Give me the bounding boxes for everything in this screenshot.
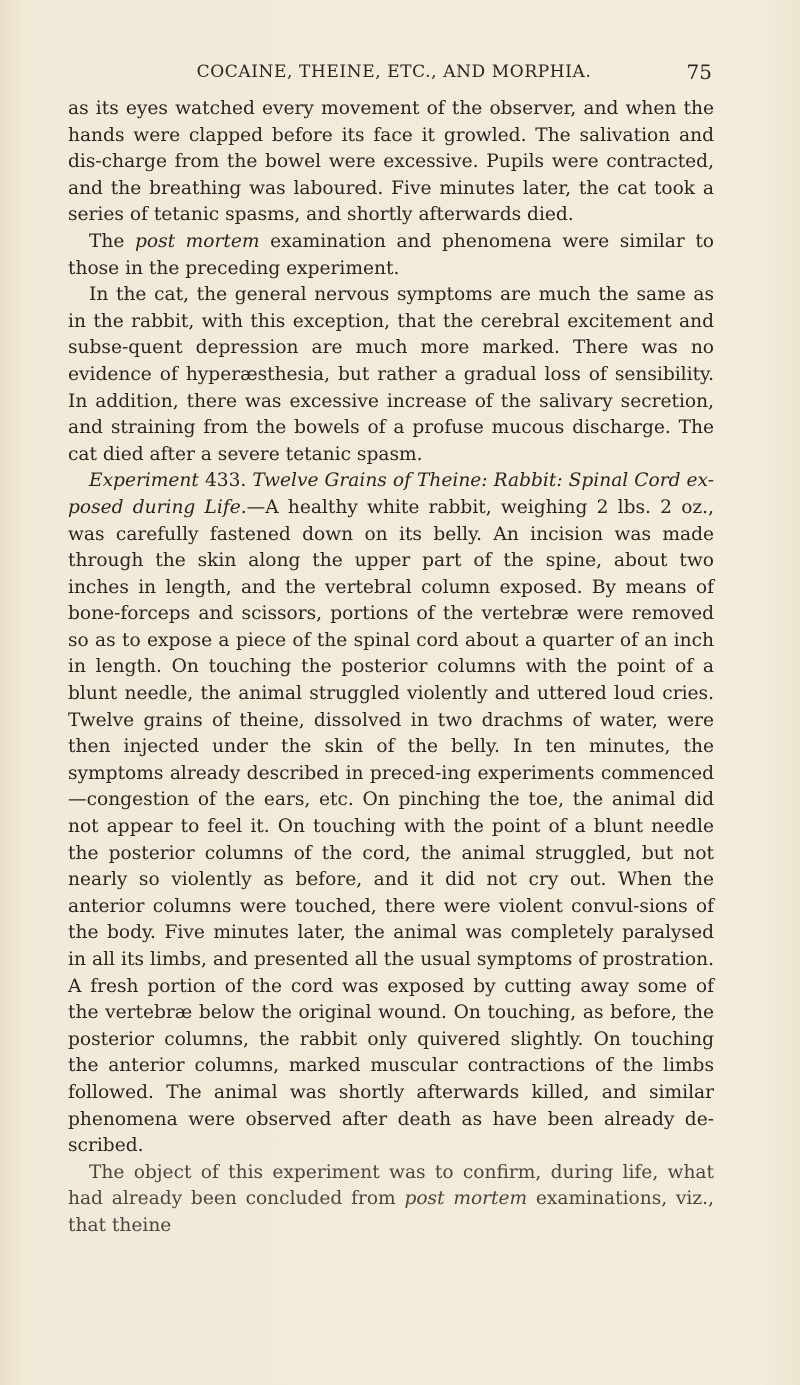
experiment-label: Experiment: [89, 470, 199, 492]
paragraph-continuation: as its eyes watched every movement of the observer, and when the hands were clapped before its face it growled. The salivation and dis-charge from the bowel were excessive. Pupils were contracted, and the breathing was laboured. Five minutes later, the cat took a series of tetanic spasms, and shortly afterwards died.: [68, 98, 714, 226]
page-header: [76, 60, 712, 88]
italic-term: post mortem: [134, 230, 260, 252]
paragraph-text: examinations, viz., that theine: [68, 1188, 714, 1236]
italic-term: post mortem: [404, 1188, 528, 1210]
experiment-number: 433.: [204, 470, 247, 492]
paragraph-text: examination and phenomena were similar to those in the preceding experiment.: [68, 230, 714, 279]
paragraph-post-mortem: [68, 229, 714, 282]
paragraph-text: —A healthy white rabbit, weighing 2 lbs. 2 oz., was carefully fastened down on its belly. An incision was made through the skin along the upper part of the spine, about two inches in length, and the vertebral column exposed. By means of bone-forceps and scissors, portions of the vertebræ were removed so as to expose a piece of the spinal cord about a quarter of an inch in length. On touching the posterior columns with the point of a blunt needle, the animal struggled violently and uttered loud cries. Twelve grains of theine, dissolved in two drachms of water, were then injected under the skin of the belly. In ten minutes, the symptoms already described in preced-ing experiments commenced—congestion of the ears, etc. On pinching the toe, the animal did not appear to feel it. On touching with the point of a blunt needle the posterior columns of the cord, the animal struggled, but not nearly so violently as before, and it did not cry out. When the anterior columns were touched, there were violent convul-sions of the body. Five minutes later, the animal was completely paralysed in all its limbs, and presented all the usual symptoms of prostration. A fresh portion of the cord was exposed by cutting away some of the vertebræ below the original wound. On touching, as before, the posterior columns, the rabbit only quivered slightly. On touching the anterior columns, marked muscular contractions of the limbs followed. The animal was shortly afterwards killed, and similar phenomena were observed after death as have been already de-scribed.: [68, 496, 715, 1157]
experiment-title: Twelve Grains of Theine: Rabbit: Spinal Cord ex-posed during Life.: [68, 470, 714, 518]
page-body: [68, 96, 714, 1240]
paragraph-text: The: [89, 230, 135, 252]
paragraph-cat-symptoms: In the cat, the general nervous symptoms are much the same as in the rabbit, with this exception, that the cerebral excitement and subse-quent depression are much more marked. There was no evidence of hyperæsthesia, but rather a gradual loss of sensibility. In addition, there was excessive increase of the salivary secretion, and straining from the bowels of a profuse mucous discharge. The cat died after a severe tetanic spasm.: [68, 284, 714, 465]
paragraph-experiment-433: [68, 468, 714, 1159]
running-title: COCAINE, THEINE, ETC., AND MORPHIA.: [196, 62, 592, 82]
paragraph-object: [68, 1160, 714, 1240]
paragraph-text: The object of this experiment was to confirm, during life, what had already been concluded from: [68, 1161, 714, 1210]
page-number: 75: [686, 60, 712, 84]
